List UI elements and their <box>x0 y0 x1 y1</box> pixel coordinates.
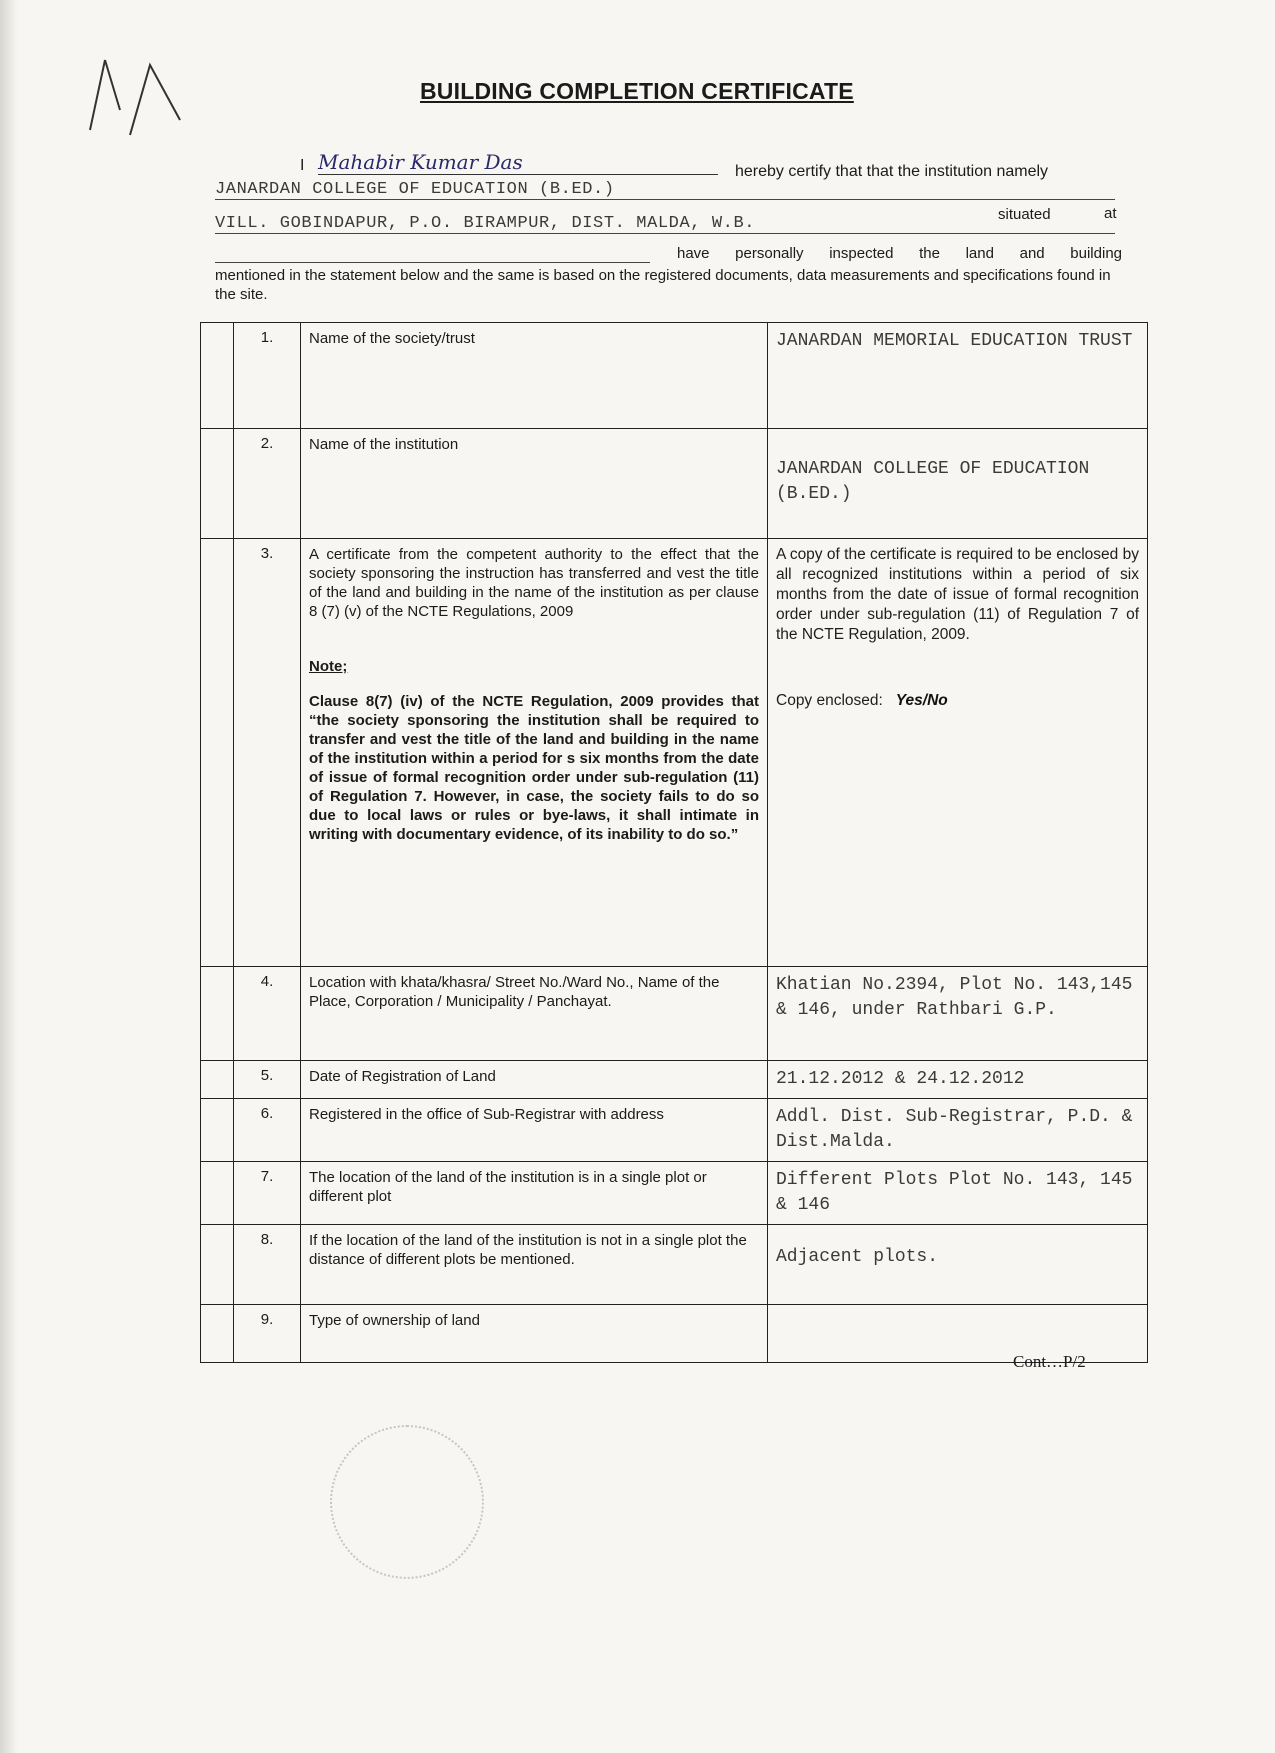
table-row <box>201 1162 1148 1225</box>
certificate-table <box>200 322 1148 1363</box>
row-number: 6. <box>234 1099 301 1162</box>
row-value: JANARDAN MEMORIAL EDUCATION TRUST <box>768 323 1148 429</box>
row-value: Different Plots Plot No. 143, 145 & 146 <box>768 1162 1148 1225</box>
row-number: 1. <box>234 323 301 429</box>
row-label: If the location of the land of the institution is not in a single plot the distance of different plots be mentioned. <box>301 1225 768 1305</box>
signatory-signature: Mahabir Kumar Das <box>318 150 718 175</box>
table-row <box>201 1061 1148 1099</box>
row-label: Registered in the office of Sub-Registrar with address <box>301 1099 768 1162</box>
note-heading: Note; <box>309 658 348 675</box>
institution-name-typed: JANARDAN COLLEGE OF EDUCATION (B.ED.) <box>215 180 1115 200</box>
row-label: The location of the land of the institution is in a single plot or different plot <box>301 1162 768 1225</box>
table-row <box>201 539 1148 967</box>
copy-enclosed-choice: Yes/No <box>895 692 948 709</box>
row-label: Date of Registration of Land <box>301 1061 768 1099</box>
row-value-block <box>768 539 1148 967</box>
continuation-note: Cont…P/2 <box>1013 1352 1086 1371</box>
row-label-block <box>301 539 768 967</box>
situated-label: situated <box>998 206 1051 223</box>
row-value: Adjacent plots. <box>768 1225 1148 1305</box>
row-number: 8. <box>234 1225 301 1305</box>
situated-at-label: at <box>1104 205 1117 222</box>
page-title: BUILDING COMPLETION CERTIFICATE <box>420 78 854 104</box>
table-row <box>201 1305 1148 1363</box>
row-number: 4. <box>234 967 301 1061</box>
row-value: Addl. Dist. Sub-Registrar, P.D. & Dist.Malda. <box>768 1099 1148 1162</box>
copy-enclosed-label: Copy enclosed: <box>776 692 883 709</box>
statement-text: mentioned in the statement below and the same is based on the registered documents, data measurements and specifications found in the site. <box>215 267 1111 303</box>
blank-line <box>215 244 650 263</box>
address-typed: VILL. GOBINDAPUR, P.O. BIRAMPUR, DIST. MALDA, W.B. <box>215 214 1115 234</box>
row-number: 2. <box>234 429 301 539</box>
row-value <box>768 1305 1148 1363</box>
row-label: A certificate from the competent authority to the effect that the society sponsoring the instruction has transferred and vest the title of the land and building in the name of the institution as per clause 8 (7) (v) of the NCTE Regulations, 2009 <box>309 546 759 620</box>
row-value: Khatian No.2394, Plot No. 143,145 & 146, under Rathbari G.P. <box>768 967 1148 1061</box>
row-value: 21.12.2012 & 24.12.2012 <box>768 1061 1148 1099</box>
table-row <box>201 323 1148 429</box>
row-label: Type of ownership of land <box>301 1305 768 1363</box>
note-text: Clause 8(7) (iv) of the NCTE Regulation, 2009 provides that “the society sponsoring the institution shall be required to transfer and vest the title of the land and building in the name of the institution within a period for s six months from the date of issue of formal recognition order under sub-regulation (11) of Regulation 7. However, in case, the society fails to do so due to local laws or rules or bye-laws, it shall intimate in writing with documentary evidence, of its inability to do so.” <box>309 693 759 843</box>
certify-text: hereby certify that that the institution namely <box>735 163 1049 180</box>
inspected-text: have personally inspected the land and building <box>677 245 1122 262</box>
handwritten-mark-icon <box>85 50 195 140</box>
row-value: A copy of the certificate is required to be enclosed by all recognized institutions within a period of six months from the date of issue of formal recognition order under sub-regulation (11) of Regulation 7 of the NCTE Regulation, 2009. <box>776 546 1139 643</box>
row-value: JANARDAN COLLEGE OF EDUCATION (B.ED.) <box>768 429 1148 539</box>
table-row <box>201 967 1148 1061</box>
faded-stamp <box>330 1425 484 1579</box>
row-number: 3. <box>234 539 301 967</box>
copy-enclosed <box>776 691 1139 711</box>
row-label: Name of the institution <box>301 429 768 539</box>
row-number: 5. <box>234 1061 301 1099</box>
row-number: 9. <box>234 1305 301 1363</box>
scan-edge <box>0 0 18 1753</box>
row-label: Name of the society/trust <box>301 323 768 429</box>
table-row <box>201 429 1148 539</box>
row-number: 7. <box>234 1162 301 1225</box>
table-row <box>201 1099 1148 1162</box>
table-row <box>201 1225 1148 1305</box>
row-label: Location with khata/khasra/ Street No./Ward No., Name of the Place, Corporation / Municipality / Panchayat. <box>301 967 768 1061</box>
intro-prefix: I <box>300 157 305 174</box>
